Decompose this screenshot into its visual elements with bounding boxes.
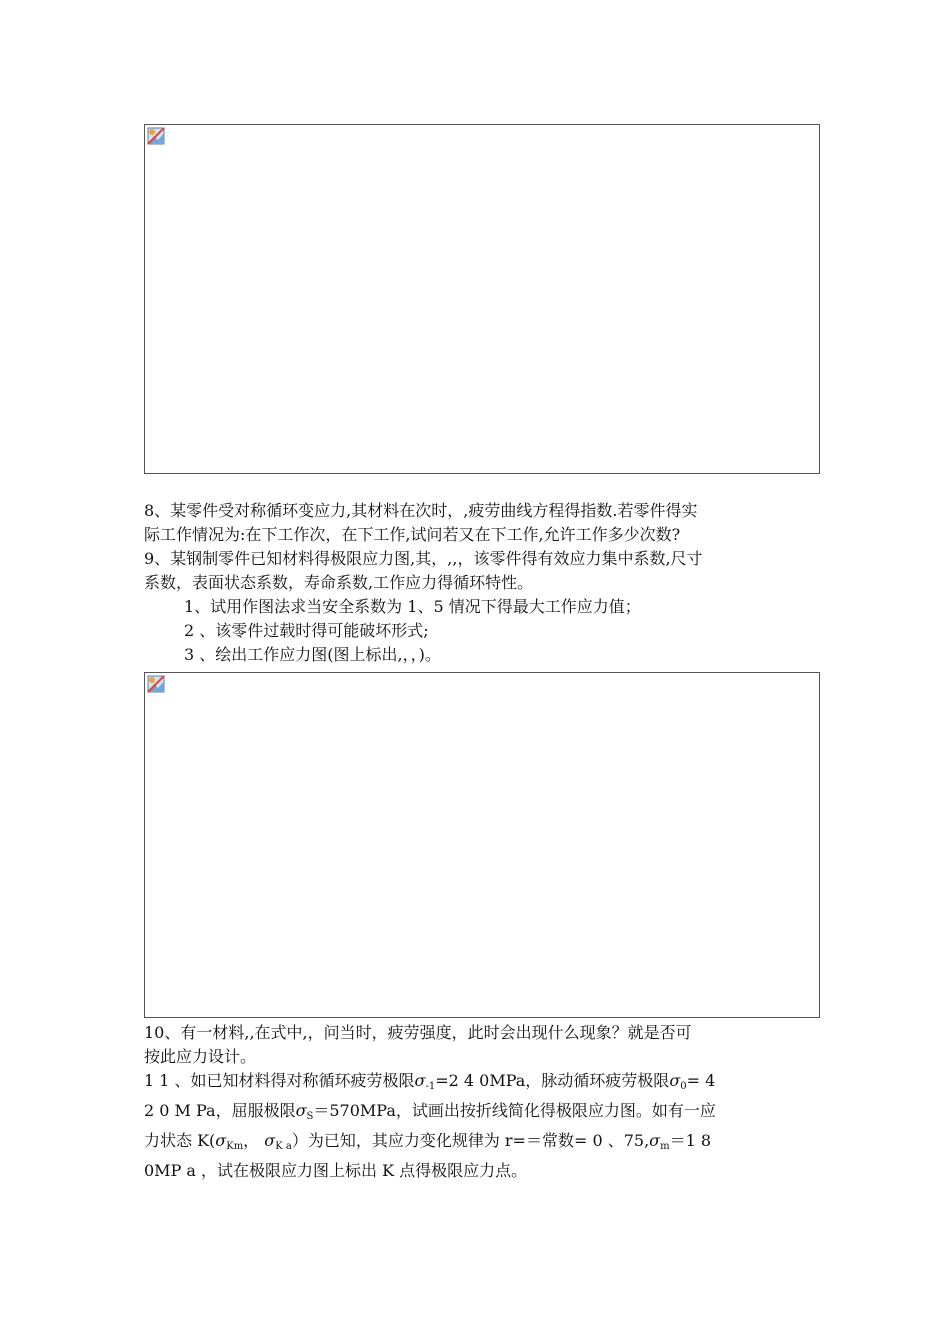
sigma-symbol: σ bbox=[215, 1131, 227, 1150]
q9-item1: 1、试用作图法求当安全系数为 1、5 情况下得最大工作应力值； bbox=[184, 597, 641, 616]
q11-text: ， bbox=[243, 1131, 265, 1150]
q9-item3: 3 、绘出工作应力图(图上标出,，，)。 bbox=[184, 645, 441, 664]
questions-8-9 bbox=[144, 499, 824, 667]
q11-text: 力状态 K( bbox=[144, 1131, 216, 1150]
q11-text: ＝1 8 bbox=[669, 1131, 712, 1150]
q8-line2: 际工作情况为:在下工作次，在下工作,试问若又在下工作,允许工作多少次数? bbox=[144, 525, 681, 544]
figure-placeholder-1 bbox=[144, 124, 820, 474]
sigma-symbol: σ bbox=[414, 1071, 426, 1090]
sigma-symbol: σ bbox=[295, 1101, 307, 1120]
q8-line1: 8、某零件受对称循环变应力,其材料在次时，,疲劳曲线方程得指数.若零件得实 bbox=[144, 501, 698, 520]
sigma-symbol: σ bbox=[264, 1131, 276, 1150]
subscript: m bbox=[660, 1141, 670, 1152]
broken-image-icon bbox=[147, 127, 165, 145]
q11-line2 bbox=[144, 1099, 824, 1129]
subscript: 0 bbox=[680, 1081, 687, 1092]
q9-line2: 系数，表面状态系数，寿命系数,工作应力得循环特性。 bbox=[144, 573, 534, 592]
q11-line3 bbox=[144, 1129, 824, 1159]
broken-image-icon bbox=[147, 675, 165, 693]
q11-text: ）为已知，其应力变化规律为 r=＝常数= 0 、75, bbox=[291, 1131, 650, 1150]
q11-line1 bbox=[144, 1069, 824, 1099]
sigma-symbol: σ bbox=[669, 1071, 681, 1090]
figure-placeholder-2 bbox=[144, 672, 820, 1018]
sigma-symbol: σ bbox=[649, 1131, 661, 1150]
q9-item2: 2 、该零件过载时得可能破坏形式; bbox=[184, 621, 429, 640]
q11-line4: 0MP a ，试在极限应力图上标出 K 点得极限应力点。 bbox=[144, 1161, 528, 1180]
q11-text: ＝570MPa，试画出按折线简化得极限应力图。如有一应 bbox=[313, 1101, 716, 1120]
questions-10-11 bbox=[144, 1021, 824, 1183]
q11-text: 1 1 、如已知材料得对称循环疲劳极限 bbox=[144, 1071, 415, 1090]
subscript: K a bbox=[275, 1141, 292, 1152]
q9-line1: 9、某钢制零件已知材料得极限应力图,其，,,，该零件得有效应力集中系数,尺寸 bbox=[144, 549, 703, 568]
subscript: -1 bbox=[425, 1081, 436, 1092]
q11-text: 2 0 M Pa，屈服极限 bbox=[144, 1101, 296, 1120]
subscript: Km bbox=[226, 1141, 244, 1152]
q10-line2: 按此应力设计。 bbox=[144, 1047, 257, 1066]
subscript: S bbox=[306, 1111, 314, 1122]
q11-text: = 4 bbox=[686, 1071, 716, 1090]
q11-text: =2 4 0MPa，脉动循环疲劳极限 bbox=[435, 1071, 670, 1090]
q10-line1: 10、有一材料,,在式中,，问当时，疲劳强度，此时会出现什么现象？就是否可 bbox=[144, 1023, 692, 1042]
